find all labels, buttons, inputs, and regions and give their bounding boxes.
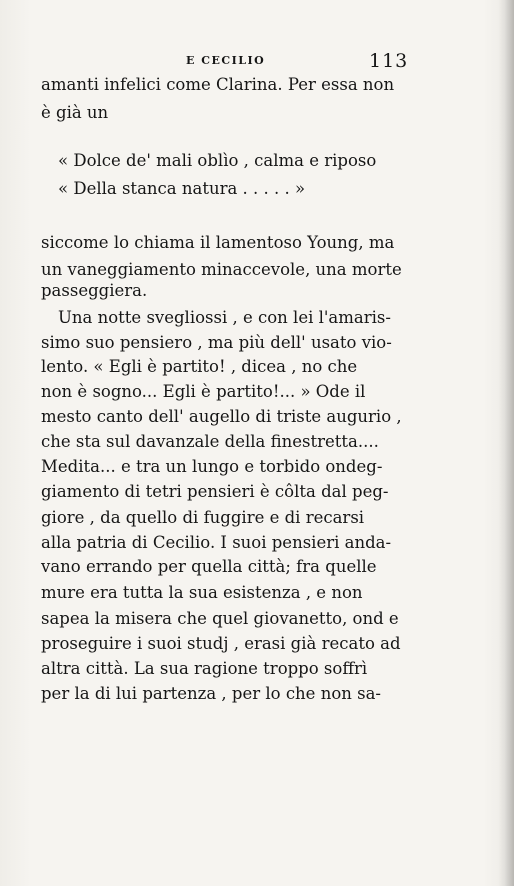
verse-line: « Dolce de' mali oblìo , calma e riposo [58,151,377,170]
text-line: siccome lo chiama il lamentoso Young, ma [41,233,395,252]
text-line: è già un [41,103,109,122]
text-line: passeggiera. [41,281,148,300]
text-line: un vaneggiamento minaccevole, una morte [41,260,402,279]
text-line: per la di lui partenza , per lo che non sa- [41,684,382,703]
text-line: che sta sul davanzale della finestretta.... [41,432,379,451]
text-line: vano errando per quella città; fra quelle [41,557,377,576]
text-line: mesto canto dell' augello di triste augurio , [41,407,402,426]
text-line: giamento di tetri pensieri è côlta dal peg- [41,482,389,501]
text-line: alla patria di Cecilio. I suoi pensieri anda- [41,533,392,552]
text-line: simo suo pensiero , ma più dell' usato vio- [41,333,392,352]
running-head: E CECILIO [186,54,266,67]
text-line: mure era tutta la sua esistenza , e non [41,583,363,602]
text-line: giore , da quello di fuggire e di recarsi [41,508,365,527]
text-line: Medita... e tra un lungo e torbido ondeg- [41,457,383,476]
page-number: 113 [369,50,409,72]
text-line: non è sogno... Egli è partito!... » Ode il [41,382,366,401]
verse-line: « Della stanca natura . . . . . » [58,179,306,198]
text-line: proseguire i suoi studj , erasi già recato ad [41,634,401,653]
text-line: altra città. La sua ragione troppo soffrì [41,659,368,678]
text-line: lento. « Egli è partito! , dicea , no che [41,357,358,376]
text-line: Una notte svegliossi , e con lei l'amaris- [58,308,391,327]
text-line: sapea la misera che quel giovanetto, ond e [41,609,399,628]
text-line: amanti infelici come Clarina. Per essa non [41,75,395,94]
page-binding-shadow [498,0,514,886]
